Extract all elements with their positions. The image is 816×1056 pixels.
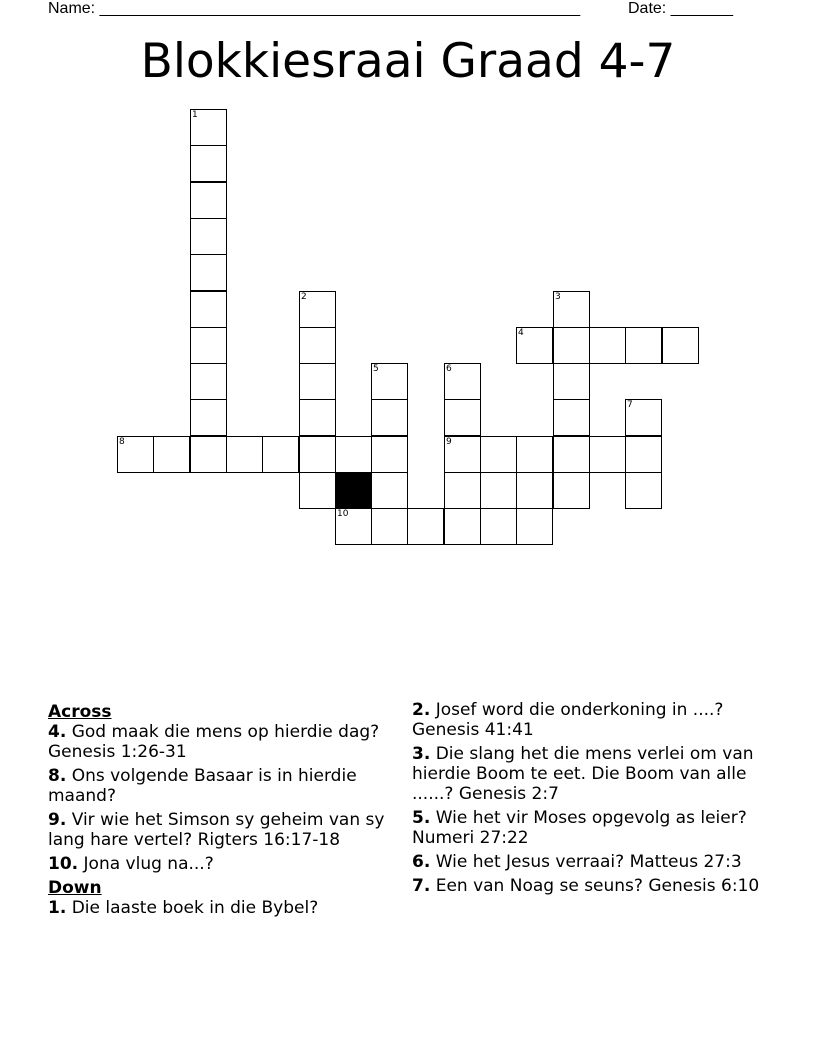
grid-cell[interactable]	[226, 436, 263, 473]
cell-number: 8	[119, 437, 125, 447]
grid-cell[interactable]	[516, 508, 553, 545]
grid-cell[interactable]	[371, 399, 408, 436]
grid-cell[interactable]	[625, 436, 662, 473]
grid-cell[interactable]	[117, 436, 154, 473]
grid-cell[interactable]	[516, 436, 553, 473]
cell-number: 3	[555, 292, 561, 302]
clue-text: Ons volgende Basaar is in hierdie maand?	[48, 766, 357, 806]
clues-left-column	[48, 700, 393, 922]
grid-cell[interactable]	[335, 508, 372, 545]
grid-cell[interactable]	[190, 291, 227, 328]
clue-text: Vir wie het Simson sy geheim van sy lang hare vertel? Rigters 16:17-18	[48, 810, 385, 850]
grid-cell[interactable]	[190, 218, 227, 255]
clue-text: Josef word die onderkoning in ....? Genesis 41:41	[412, 700, 724, 740]
clue-down-2	[412, 700, 762, 740]
grid-cell[interactable]	[444, 399, 481, 436]
grid-cell[interactable]	[553, 291, 590, 328]
clue-across-10	[48, 854, 393, 874]
clue-number: 5.	[412, 808, 431, 828]
clue-number: 2.	[412, 700, 431, 720]
grid-cell[interactable]	[625, 472, 662, 509]
grid-cell-black	[335, 472, 372, 509]
cell-number: 1	[192, 110, 198, 120]
clue-text: Jona vlug na...?	[83, 854, 214, 874]
cell-number: 9	[446, 437, 452, 447]
grid-cell[interactable]	[335, 436, 372, 473]
clue-down-3	[412, 744, 762, 804]
clue-across-8	[48, 766, 393, 806]
clue-text: Wie het vir Moses opgevolg as leier? Numeri 27:22	[412, 808, 747, 848]
clue-number: 6.	[412, 852, 431, 872]
clue-down-6	[412, 852, 762, 872]
grid-cell[interactable]	[190, 363, 227, 400]
grid-cell[interactable]	[190, 254, 227, 291]
grid-cell[interactable]	[625, 327, 662, 364]
grid-cell[interactable]	[299, 436, 336, 473]
clue-text: Een van Noag se seuns? Genesis 6:10	[435, 876, 760, 896]
grid-cell[interactable]	[444, 508, 481, 545]
grid-cell[interactable]	[262, 436, 299, 473]
clue-number: 3.	[412, 744, 431, 764]
grid-cell[interactable]	[480, 508, 517, 545]
clue-text: Die slang het die mens verlei om van hierdie Boom te eet. Die Boom van alle ......? Genesis 2:7	[412, 744, 754, 804]
cell-number: 6	[446, 364, 452, 374]
clue-down-7	[412, 876, 762, 896]
page-title: Blokkiesraai Graad 4-7	[140, 34, 676, 89]
grid-cell[interactable]	[190, 182, 227, 219]
grid-cell[interactable]	[190, 436, 227, 473]
cell-number: 5	[373, 364, 379, 374]
grid-cell[interactable]	[190, 145, 227, 182]
clue-number: 9.	[48, 810, 67, 830]
cell-number: 10	[337, 509, 349, 519]
down-heading: Down	[48, 878, 102, 898]
date-field[interactable]: Date: _______	[628, 0, 733, 17]
cell-number: 2	[301, 292, 307, 302]
grid-cell[interactable]	[371, 472, 408, 509]
clue-number: 4.	[48, 722, 67, 742]
grid-cell[interactable]	[553, 436, 590, 473]
grid-cell[interactable]	[407, 508, 444, 545]
clue-number: 7.	[412, 876, 431, 896]
grid-cell[interactable]	[480, 472, 517, 509]
grid-cell[interactable]	[299, 291, 336, 328]
clue-text: Wie het Jesus verraai? Matteus 27:3	[435, 852, 742, 872]
cell-number: 4	[518, 328, 524, 338]
grid-cell[interactable]	[553, 363, 590, 400]
grid-cell[interactable]	[190, 399, 227, 436]
clue-text: God maak die mens op hierdie dag? Genesis 1:26-31	[48, 722, 380, 762]
clue-across-9	[48, 810, 393, 850]
clue-down-5	[412, 808, 762, 848]
grid-cell[interactable]	[553, 472, 590, 509]
grid-cell[interactable]	[190, 327, 227, 364]
grid-cell[interactable]	[444, 363, 481, 400]
grid-cell[interactable]	[480, 436, 517, 473]
grid-cell[interactable]	[299, 399, 336, 436]
grid-cell[interactable]	[153, 436, 190, 473]
clue-down-1	[48, 898, 393, 918]
clue-number: 8.	[48, 766, 67, 786]
clue-number: 10.	[48, 854, 79, 874]
grid-cell[interactable]	[444, 436, 481, 473]
cell-number: 7	[627, 400, 633, 410]
grid-cell[interactable]	[371, 436, 408, 473]
grid-cell[interactable]	[589, 436, 626, 473]
grid-cell[interactable]	[190, 109, 227, 146]
grid-cell[interactable]	[371, 508, 408, 545]
grid-cell[interactable]	[553, 327, 590, 364]
clues-right-column	[412, 700, 762, 900]
grid-cell[interactable]	[299, 363, 336, 400]
grid-cell[interactable]	[662, 327, 699, 364]
name-field[interactable]: Name: ______________________________________________________	[48, 0, 581, 17]
grid-cell[interactable]	[625, 399, 662, 436]
grid-cell[interactable]	[371, 363, 408, 400]
grid-cell[interactable]	[299, 472, 336, 509]
grid-cell[interactable]	[444, 472, 481, 509]
grid-cell[interactable]	[516, 472, 553, 509]
grid-cell[interactable]	[553, 399, 590, 436]
clue-text: Die laaste boek in die Bybel?	[71, 898, 319, 918]
clue-number: 1.	[48, 898, 67, 918]
clue-across-4	[48, 722, 393, 762]
grid-cell[interactable]	[299, 327, 336, 364]
grid-cell[interactable]	[516, 327, 553, 364]
across-heading: Across	[48, 702, 112, 722]
grid-cell[interactable]	[589, 327, 626, 364]
